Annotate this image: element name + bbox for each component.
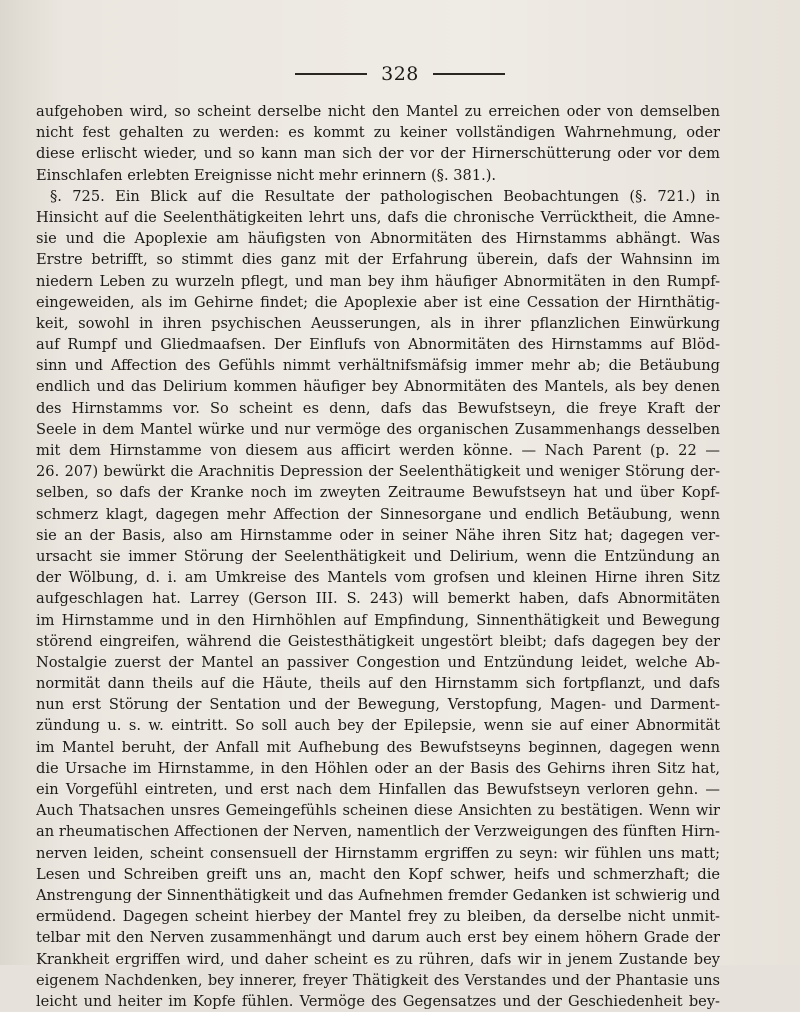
text-line: Erstre betrifft, so stimmt dies ganz mit der Erfahrung überein, dafs der Wahnsinn im	[36, 251, 720, 269]
body-text	[36, 101, 720, 1012]
text-line: im Hirnstamme und in den Hirnhöhlen auf Empfindung, Sinnenthätigkeit und Bewegung	[36, 611, 720, 629]
text-line: endlich und das Delirium kommen häufiger bey Abnormitäten des Mantels, als bey denen	[36, 378, 720, 396]
text-line: der Wölbung, d. i. am Umkreise des Mantels vom grofsen und kleinen Hirne ihren Sitz	[36, 569, 720, 587]
text-line: Seele in dem Mantel würke und nur vermöge des organischen Zusammenhangs desselben	[36, 420, 720, 438]
text-line: des Hirnstamms vor. So scheint es denn, dafs das Bewufstseyn, die freye Kraft der	[36, 399, 720, 417]
text-line: an rheumatischen Affectionen der Nerven, namentlich der Verzweigungen des fünften Hirn-	[36, 823, 720, 841]
text-line: §. 725. Ein Blick auf die Resultate der pathologischen Beobachtungen (§. 721.) in	[50, 187, 720, 205]
text-line: im Mantel beruht, der Anfall mit Aufhebung des Bewufstseyns beginnen, dagegen wenn	[36, 738, 720, 756]
header-rule-left	[295, 73, 367, 75]
text-line: ursacht sie immer Störung der Seelenthätigkeit und Delirium, wenn die Entzündung an	[36, 547, 720, 565]
text-line: Nostalgie zuerst der Mantel an passiver Congestion und Entzündung leidet, welche Ab-	[36, 653, 720, 671]
text-line: mit dem Hirnstamme von diesem aus afficirt werden könne. — Nach Parent (p. 22 —	[36, 442, 720, 459]
page-number: 328	[381, 63, 419, 85]
text-line: Lesen und Schreiben greift uns an, macht den Kopf schwer, heifs und schmerzhaft; die	[36, 865, 720, 883]
text-line: 26. 207) bewürkt die Arachnitis Depression der Seelenthätigkeit und weniger Störung der-	[36, 463, 720, 481]
text-line: Einschlafen erlebten Ereignisse nicht mehr erinnern (§. 381.).	[36, 166, 497, 184]
text-line: diese erlischt wieder, und so kann man sich der vor der Hirnerschütterung oder vor dem	[36, 145, 720, 163]
text-line: Anstrengung der Sinnenthätigkeit und das Aufnehmen fremder Gedanken ist schwierig und	[36, 886, 720, 904]
text-line: störend eingreifen, während die Geistesthätigkeit ungestört bleibt; dafs dagegen bey der	[36, 632, 720, 650]
text-line: Auch Thatsachen unsres Gemeingefühls scheinen diese Ansichten zu bestätigen. Wenn wir	[36, 802, 720, 820]
text-line: eingeweiden, als im Gehirne findet; die Apoplexie aber ist eine Cessation der Hirnthätig-	[36, 293, 720, 311]
text-line: zündung u. s. w. eintritt. So soll auch bey der Epilepsie, wenn sie auf einer Abnormität	[36, 717, 720, 735]
text-line: Krankheit ergriffen wird, und daher scheint es zu rühren, dafs wir in jenem Zustande bey	[36, 950, 720, 968]
text-line: eigenem Nachdenken, bey innerer, freyer Thätigkeit des Verstandes und der Phantasie uns	[36, 971, 720, 989]
text-line: schmerz klagt, dagegen mehr Affection der Sinnesorgane und endlich Betäubung, wenn	[36, 505, 720, 523]
text-line: ein Vorgefühl eintreten, und erst nach dem Hinfallen das Bewufstseyn verloren gehn. —	[36, 781, 720, 798]
text-line: keit, sowohl in ihren psychischen Aeusserungen, als in ihrer pflanzlichen Einwürkung	[36, 314, 720, 332]
text-line: normität dann theils auf die Häute, theils auf den Hirnstamm sich fortpflanzt, und dafs	[36, 675, 720, 693]
text-line: aufgehoben wird, so scheint derselbe nicht den Mantel zu erreichen oder von demselben	[36, 103, 720, 120]
text-line: niedern Leben zu wurzeln pflegt, und man bey ihm häufiger Abnormitäten in den Rumpf-	[36, 272, 720, 290]
text-line: die Ursache im Hirnstamme, in den Höhlen oder an der Basis des Gehirns ihren Sitz hat,	[36, 759, 720, 777]
text-line: sie und die Apoplexie am häufigsten von Abnormitäten des Hirnstamms abhängt. Was	[36, 230, 720, 248]
text-line: selben, so dafs der Kranke noch im zweyten Zeitraume Bewufstseyn hat und über Kopf-	[36, 484, 720, 502]
text-line: nerven leiden, scheint consensuell der Hirnstamm ergriffen zu seyn: wir fühlen uns matt;	[36, 844, 720, 862]
text-line: nicht fest gehalten zu werden: es kommt zu keiner vollständigen Wahrnehmung, oder	[36, 124, 720, 142]
text-line: nun erst Störung der Sentation und der Bewegung, Verstopfung, Magen- und Darment-	[36, 696, 720, 714]
header-rule-right	[433, 73, 505, 75]
text-line: auf Rumpf und Gliedmaafsen. Der Einflufs von Abnormitäten des Hirnstamms auf Blöd-	[36, 336, 720, 354]
text-line: sie an der Basis, also am Hirnstamme oder in seiner Nähe ihren Sitz hat; dagegen ver-	[36, 526, 720, 544]
page-header	[0, 60, 800, 88]
text-line: aufgeschlagen hat. Larrey (Gerson III. S. 243) will bemerkt haben, dafs Abnormitäten	[36, 590, 720, 608]
text-line: sinn und Affection des Gefühls nimmt verhältnifsmäfsig immer mehr ab; die Betäubung	[36, 357, 720, 375]
text-line: ermüdend. Dagegen scheint hierbey der Mantel frey zu bleiben, da derselbe nicht unmit-	[36, 908, 720, 926]
text-line: Hinsicht auf die Seelenthätigkeiten lehrt uns, dafs die chronische Verrücktheit, die Amne-	[36, 208, 720, 226]
text-line: leicht und heiter im Kopfe fühlen. Vermöge des Gegensatzes und der Geschiedenheit bey-	[36, 992, 720, 1010]
text-line: telbar mit den Nerven zusammenhängt und darum auch erst bey einem höhern Grade der	[36, 929, 720, 947]
